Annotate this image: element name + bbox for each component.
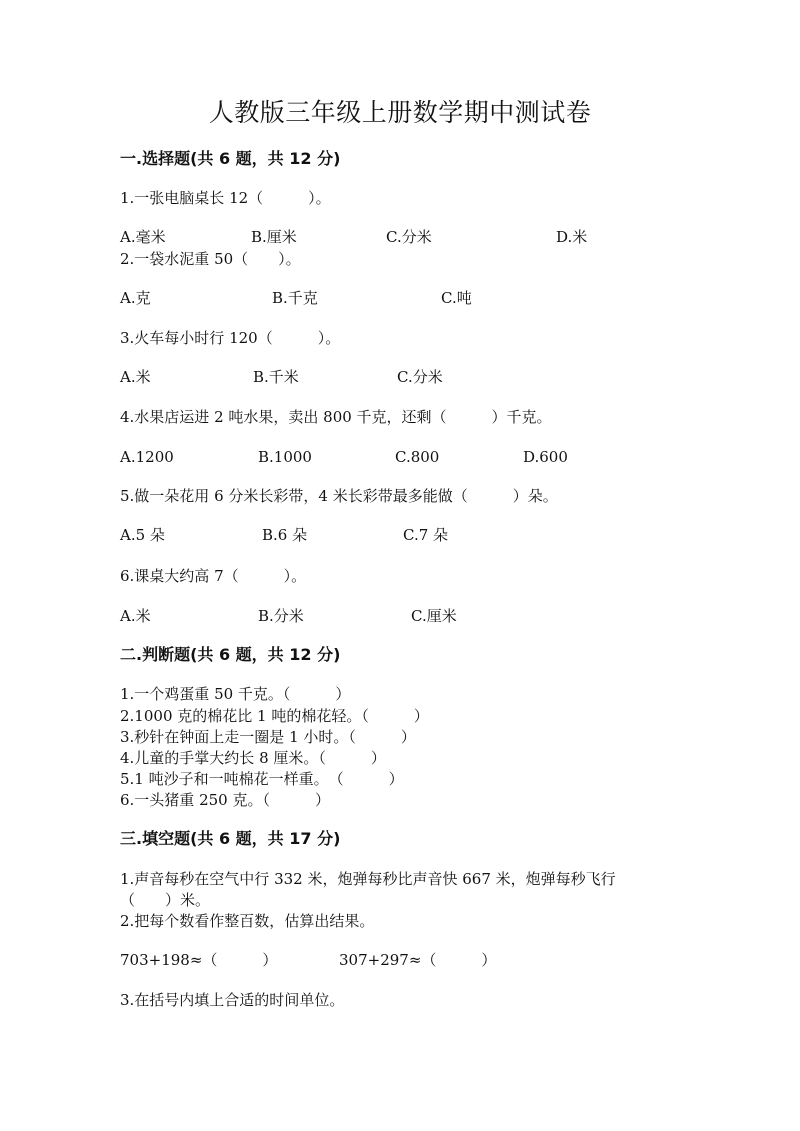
question-stem: 1.一张电脑桌长 12（ ）。 [120, 189, 331, 207]
option-b: B.1000 [258, 448, 312, 466]
option-a: A.克 [120, 289, 151, 307]
page-title: 人教版三年级上册数学期中测试卷 [208, 98, 592, 127]
question-stem: 4.水果店运进 2 吨水果，卖出 800 千克，还剩（ ）千克。 [120, 408, 552, 426]
judgment-item: 6.一头猪重 250 克。（ ） [120, 791, 330, 809]
option-a: A.米 [120, 607, 151, 625]
estimate-item: 307+297≈（ ） [339, 951, 497, 969]
option-b: B.千克 [272, 289, 318, 307]
judgment-item: 1.一个鸡蛋重 50 千克。（ ） [120, 685, 351, 703]
option-a: A.5 朵 [120, 526, 165, 544]
fill-question: 1.声音每秒在空气中行 332 米，炮弹每秒比声音快 667 米，炮弹每秒飞行 [120, 870, 616, 888]
option-a: A.1200 [120, 448, 174, 466]
question-stem: 5.做一朵花用 6 分米长彩带，4 米长彩带最多能做（ ）朵。 [120, 487, 558, 505]
judgment-item: 3.秒针在钟面上走一圈是 1 小时。（ ） [120, 728, 416, 746]
question-stem: 6.课桌大约高 7（ ）。 [120, 567, 307, 585]
judgment-item: 5.1 吨沙子和一吨棉花一样重。 （ ） [120, 770, 404, 788]
judgment-item: 2.1000 克的棉花比 1 吨的棉花轻。（ ） [120, 707, 429, 725]
fill-question-continued: （ ）米。 [120, 891, 211, 909]
section-heading-fill-blank: 三.填空题(共 6 题，共 17 分) [120, 829, 341, 848]
option-c: C.吨 [441, 289, 472, 307]
option-d: D.米 [556, 228, 588, 246]
option-b: B.千米 [253, 368, 299, 386]
option-a: A.毫米 [120, 228, 166, 246]
option-c: C.厘米 [411, 607, 457, 625]
option-a: A.米 [120, 368, 151, 386]
option-b: B.厘米 [251, 228, 297, 246]
fill-question: 3.在括号内填上合适的时间单位。 [120, 991, 345, 1009]
section-heading-true-false: 二.判断题(共 6 题，共 12 分) [120, 645, 341, 664]
option-c: C.7 朵 [403, 526, 449, 544]
option-d: D.600 [523, 448, 568, 466]
option-c: C.800 [395, 448, 440, 466]
option-c: C.分米 [386, 228, 432, 246]
option-b: B.6 朵 [262, 526, 308, 544]
question-stem: 2.一袋水泥重 50（ ）。 [120, 250, 301, 268]
judgment-item: 4.儿童的手掌大约长 8 厘米。（ ） [120, 749, 386, 767]
estimate-item: 703+198≈（ ） [120, 951, 278, 969]
fill-question: 2.把每个数看作整百数，估算出结果。 [120, 912, 375, 930]
section-heading-choice: 一.选择题(共 6 题，共 12 分) [120, 149, 341, 168]
option-b: B.分米 [258, 607, 304, 625]
option-c: C.分米 [397, 368, 443, 386]
question-stem: 3.火车每小时行 120（ ）。 [120, 329, 341, 347]
